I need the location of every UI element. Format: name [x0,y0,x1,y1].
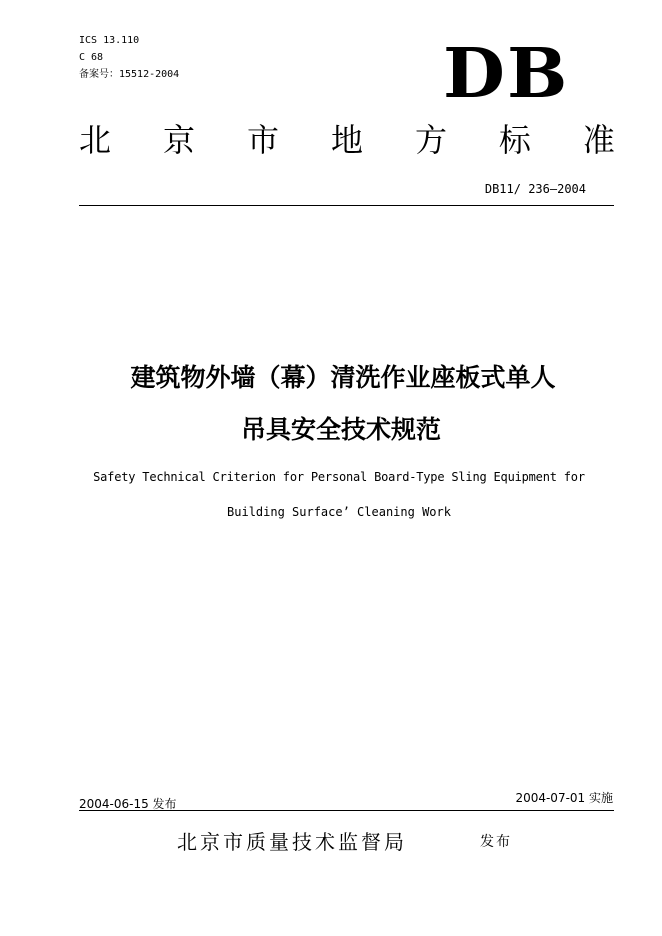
standard-type-char: 地 [330,121,363,159]
publish-action: 发布 [480,834,512,850]
standard-type-heading [79,118,615,162]
ccs-code: C 68 [79,52,104,63]
standard-type-char: 方 [414,121,447,159]
implementation-date: 2004-07-01 实施 [515,791,613,805]
title-en-line1: Safety Technical Criterion for Personal Board-Type Sling Equipment for [93,470,585,484]
footer-divider [79,810,614,811]
issue-date: 2004-06-15 发布 [79,797,177,811]
publisher-name: 北京市质量技术监督局 [177,830,407,854]
header-divider [79,205,614,206]
standard-type-char: 准 [582,121,615,159]
ics-code: ICS 13.110 [79,35,140,46]
standard-type-char: 北 [79,121,112,159]
title-en-line2: Building Surface’ Cleaning Work [227,505,451,519]
filing-number: 备案号：15512-2004 [79,69,180,80]
title-zh-line2: 吊具安全技术规范 [240,415,441,444]
standard-type-char: 市 [246,121,279,159]
standard-type-char: 京 [162,121,195,159]
db-logo: DB [443,34,570,114]
standard-type-char: 标 [498,121,531,159]
standard-number: DB11/ 236—2004 [484,182,586,196]
title-zh-line1: 建筑物外墙（幕）清洗作业座板式单人 [130,363,556,392]
